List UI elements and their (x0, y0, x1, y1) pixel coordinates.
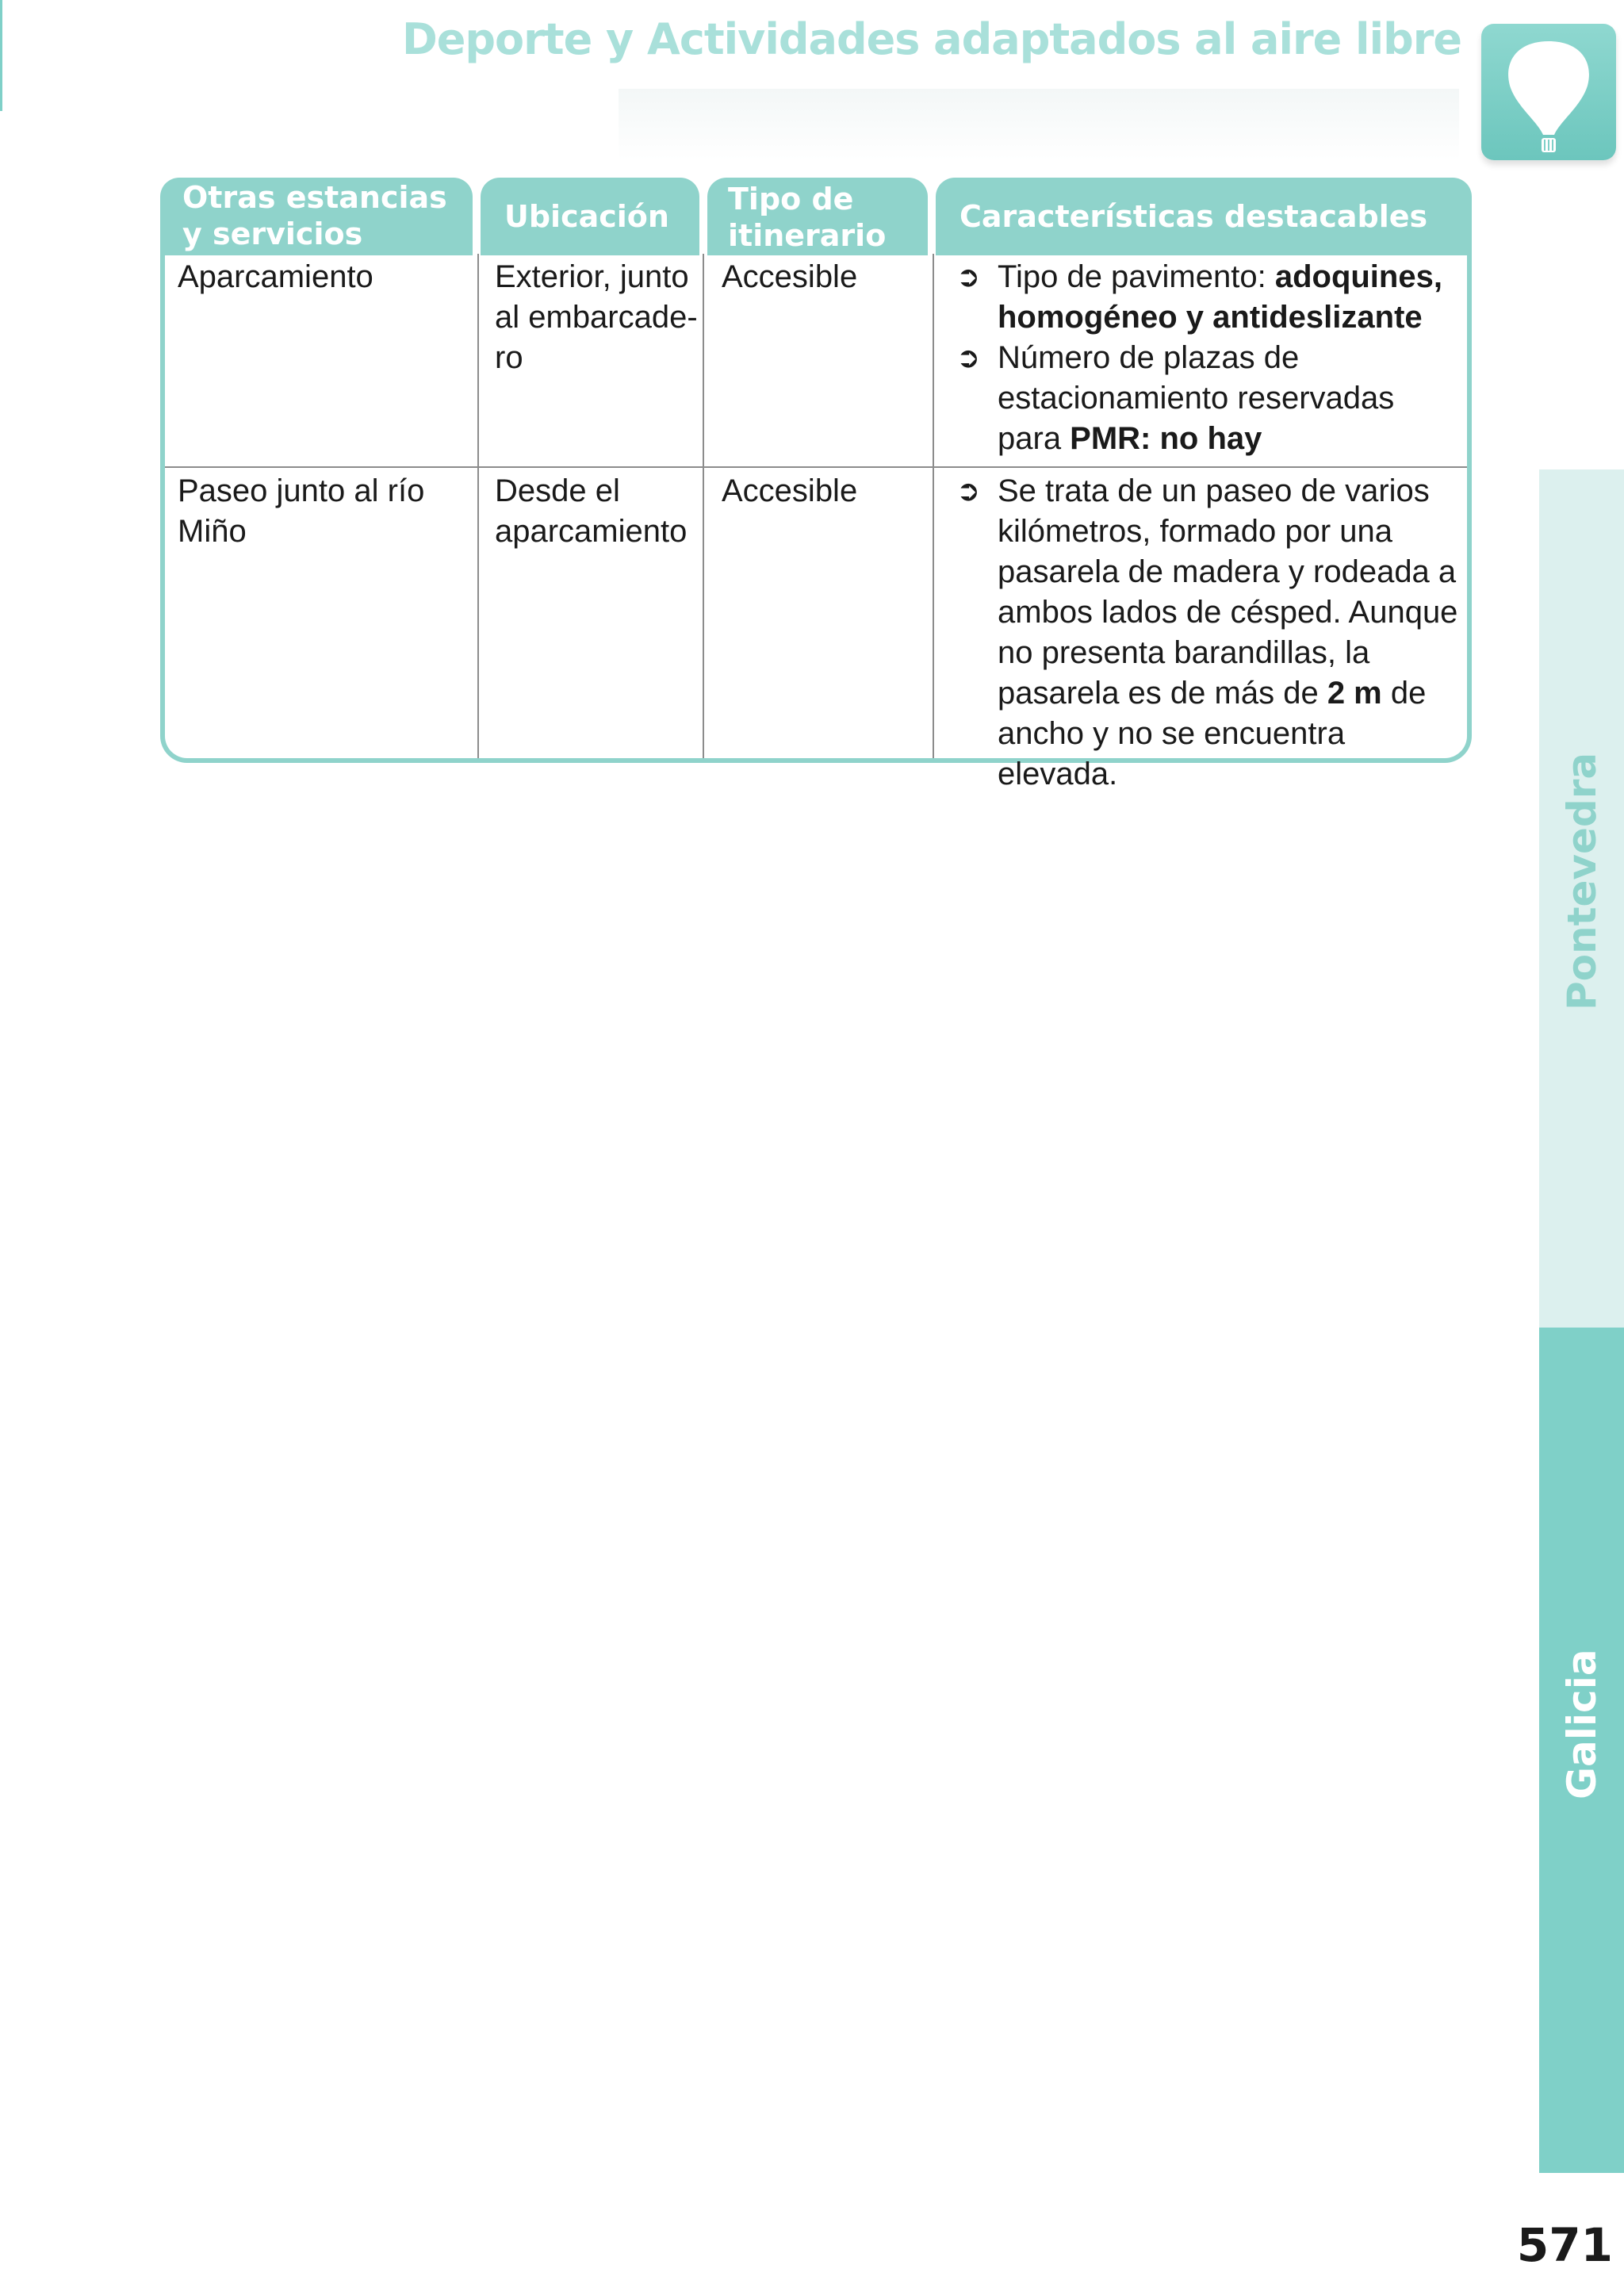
left-edge-bar (0, 0, 2, 111)
cell-features (934, 254, 1467, 466)
cell-location: Exterior, junto al embarcade- ro (479, 254, 704, 466)
feature-bold: PMR: no hay (1070, 421, 1262, 456)
table-header (160, 178, 1472, 255)
section-title: Deporte y Actividades adaptados al aire libre (401, 14, 1461, 64)
feature-text: Número de plazas de estacionamiento reservadas para (998, 340, 1395, 456)
cell-service: Aparcamiento (165, 254, 479, 466)
cell-location: Desde el aparcamiento (479, 468, 704, 758)
header-label-line2: itinerario (728, 218, 887, 253)
arrow-bullet-icon: ➲ (956, 475, 981, 508)
header-fade (619, 89, 1459, 160)
header-label-line1: Tipo de (728, 182, 854, 217)
cell-service: Paseo junto al río Miño (165, 468, 479, 758)
cell-features (934, 468, 1467, 791)
feature-item (956, 338, 1461, 459)
header-cell-location (481, 178, 699, 255)
header-cell-services (160, 178, 473, 255)
header-label: Características destacables (959, 199, 1428, 234)
header-cell-route-type (707, 178, 928, 255)
arrow-bullet-icon: ➲ (956, 261, 981, 293)
table-row (165, 254, 1467, 468)
cell-route-type: Accesible (704, 254, 934, 466)
hot-air-balloon-icon (1481, 24, 1616, 160)
table-body (160, 254, 1472, 791)
feature-item (956, 471, 1461, 795)
services-table (160, 178, 1472, 791)
arrow-bullet-icon: ➲ (956, 342, 981, 374)
page-number: 571 (1516, 2218, 1613, 2272)
province-label: Pontevedra (1559, 752, 1605, 1010)
header-label-line2: y servicios (182, 217, 363, 251)
region-label: Galicia (1559, 1649, 1605, 1799)
header-label-line1: Otras estancias (182, 180, 447, 215)
feature-text: Se trata de un paseo de varios kilómetros, formado por una pasarela de madera y rodeada a ambos lados de césped. Aunque no presenta barandillas, la pasarela es de más de (998, 473, 1458, 711)
cell-route-type: Accesible (704, 468, 934, 758)
header-label: Ubicación (504, 199, 669, 234)
feature-bold: 2 m (1327, 676, 1382, 711)
feature-item (956, 257, 1461, 338)
feature-bold: adoquines, homogéneo y antideslizante (998, 259, 1442, 335)
feature-text: Tipo de pavimento: (998, 259, 1275, 294)
table-row (165, 468, 1467, 791)
header-cell-features (936, 178, 1472, 255)
feature-text-after: de ancho y no se encuentra elevada. (998, 676, 1427, 791)
